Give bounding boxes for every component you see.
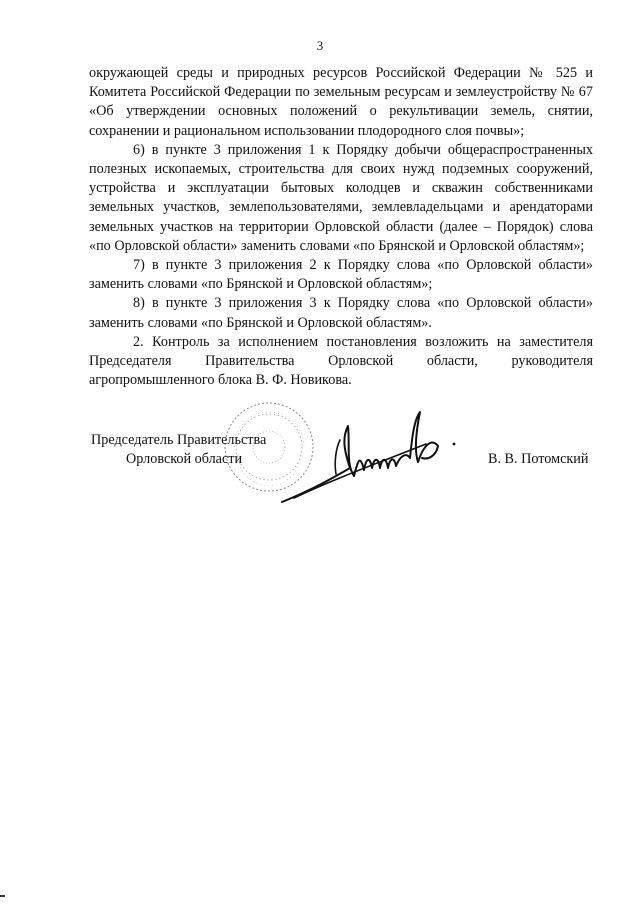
handwritten-signature [276, 398, 466, 508]
signer-region: Орловской области [126, 451, 243, 467]
paragraph: 6) в пункте 3 приложения 1 к Порядку добычи общераспространенных полезных ископаемых, строительства для своих нужд подземных сооружений, устройства и эксплуатации бытовых колодцев и скважин собственниками земельных участков, землепользователями, землевладельцами и арендаторами земельных участков на территории Орловской области (далее – Порядок) слова «по Орловской области» заменить словами «по Брянской и Орловской областям»; [89, 141, 593, 254]
document-body [89, 64, 593, 390]
paragraph: окружающей среды и природных ресурсов Российской Федерации № 525 и Комитета Российской Федерации по земельным ресурсам и землеустройству № 67 «Об утверждении основных положений о рекультивации земель, снятии, сохранении и рациональном использовании плодородного слоя почвы»; [89, 65, 593, 139]
signer-title: Председатель Правительства [91, 432, 267, 448]
signature-block [0, 392, 640, 522]
paragraph: 2. Контроль за исполнением постановления возложить на заместителя Председателя Правительства Орловской области, руководителя агропромышленного блока В. Ф. Новикова. [89, 333, 593, 389]
page-number: 3 [316, 38, 324, 53]
paragraph: 7) в пункте 3 приложения 2 к Порядку слова «по Орловской области» заменить словами «по Брянской и Орловской областям»; [89, 257, 593, 293]
scan-edge-mark [0, 895, 5, 897]
paragraph: 8) в пункте 3 приложения 3 к Порядку слова «по Орловской области» заменить словами «по Брянской и Орловской областям». [89, 295, 593, 331]
signer-name: В. В. Потомский [488, 451, 589, 467]
